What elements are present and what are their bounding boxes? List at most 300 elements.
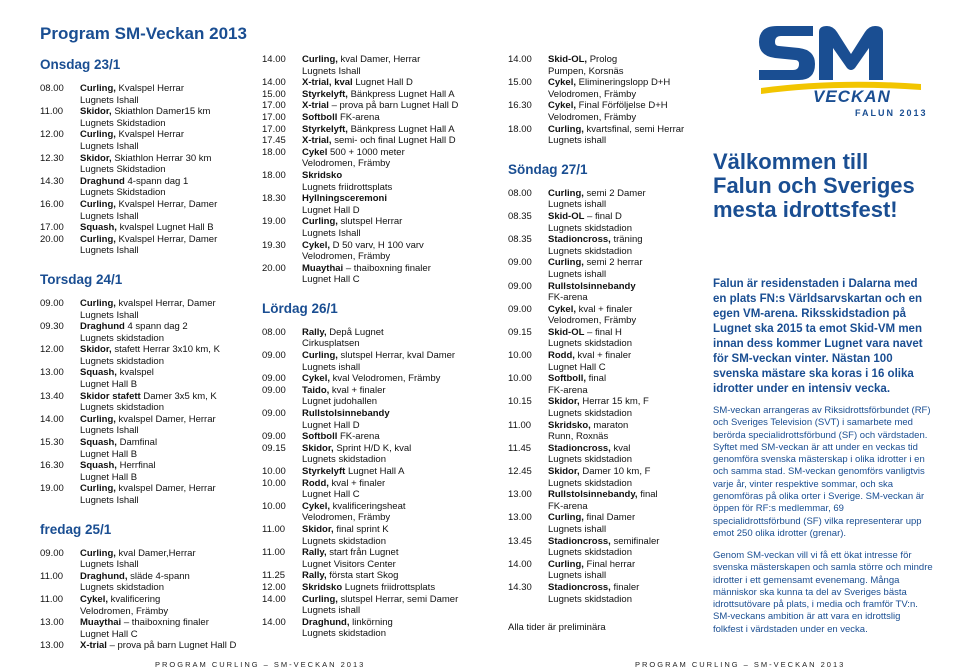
schedule-item (40, 460, 260, 483)
event-time: 10.00 (508, 373, 532, 385)
event-line (80, 153, 260, 165)
event-venue: Lugnet Hall C (302, 274, 360, 286)
event-line (302, 124, 502, 136)
event-time: 13.45 (508, 535, 532, 547)
event-details (80, 199, 260, 222)
schedule-item (508, 100, 703, 123)
event-description: träning (610, 234, 643, 246)
event-venue: Lugnets ishall (548, 199, 607, 211)
schedule-item (262, 431, 502, 443)
event-sport: Curling, (548, 512, 584, 524)
schedule-item (508, 304, 703, 327)
event-details (302, 570, 502, 582)
section-gap (40, 507, 260, 510)
event-description: – final D (584, 210, 622, 222)
event-line (548, 304, 703, 316)
event-venue: Lugnets ishall (548, 135, 607, 147)
event-time: 19.00 (40, 483, 64, 495)
event-sport: Skid-OL, (548, 54, 588, 65)
event-line (302, 582, 502, 594)
event-details (80, 483, 260, 506)
event-venue: Lugnets Ishall (80, 94, 139, 106)
schedule-item (262, 524, 502, 547)
event-sport: Squash, (80, 437, 117, 449)
event-sport: Muaythai (80, 617, 122, 629)
event-sport: Curling, (80, 483, 116, 495)
event-details (548, 188, 703, 211)
event-description: Kvalspel Herrar, Damer (115, 233, 218, 245)
event-time: 09.00 (262, 350, 286, 362)
event-details (302, 547, 502, 570)
event-time: 14.00 (508, 54, 532, 65)
event-sport: Skridsko, (548, 419, 591, 431)
event-details (80, 344, 260, 367)
event-details (80, 367, 260, 390)
event-description: maraton (590, 419, 629, 431)
event-sport: Skidor, (302, 523, 334, 535)
schedule-item (262, 385, 502, 408)
event-details (548, 536, 703, 559)
event-details (80, 176, 260, 199)
event-venue: Lugnets skidstadion (80, 582, 164, 594)
schedule-item (40, 548, 260, 571)
event-sport: Rodd, (548, 350, 575, 362)
event-details (302, 327, 502, 350)
event-sport: Curling, (80, 297, 116, 309)
schedule-item (508, 443, 703, 466)
event-line (80, 640, 260, 652)
event-line (548, 489, 703, 501)
event-time: 08.35 (508, 210, 532, 222)
event-description: kvalspel Damer, Herrar (115, 413, 216, 425)
schedule-item (508, 396, 703, 419)
schedule-item (262, 594, 502, 617)
event-sport: X-trial (80, 640, 107, 652)
event-description: Elimineringslopp D+H (576, 77, 671, 89)
event-sport: Curling, (80, 83, 116, 94)
event-sport: Cykel, (548, 303, 576, 315)
event-sport: Curling, (302, 593, 338, 605)
event-sport: X-trial, (302, 135, 332, 147)
event-sport: X-trial, kval (302, 77, 353, 89)
event-time: 09.00 (508, 257, 532, 269)
event-time: 14.00 (262, 77, 286, 89)
event-line (302, 350, 502, 362)
schedule-item (40, 298, 260, 321)
event-time: 11.45 (508, 442, 532, 454)
schedule-item (40, 234, 260, 257)
day-heading: Lördag 26/1 (262, 300, 338, 316)
schedule-item (262, 100, 502, 112)
event-line (548, 536, 703, 548)
event-time: 13.00 (40, 367, 64, 379)
section-gap (508, 147, 703, 150)
event-time: 14.00 (262, 616, 286, 628)
schedule-item (40, 483, 260, 506)
event-details (302, 147, 502, 170)
event-sport: Curling, (548, 558, 584, 570)
schedule-item (262, 147, 502, 170)
event-description: Damfinal (116, 437, 158, 449)
event-description: slutspel Herrar (337, 216, 403, 228)
event-description: – final H (584, 326, 622, 338)
event-line (302, 216, 502, 228)
event-line (80, 222, 260, 234)
event-line (80, 483, 260, 495)
event-details (80, 222, 260, 234)
event-description: semi 2 herrar (583, 257, 643, 269)
event-line (80, 460, 260, 472)
event-description: Bänkpress Lugnet Hall A (347, 88, 455, 100)
schedule-item (508, 54, 703, 77)
event-sport: Cykel, (302, 500, 330, 512)
event-description: Damer 10 km, F (579, 466, 651, 477)
event-time: 12.45 (508, 466, 532, 477)
event-sport: Stadioncross, (548, 442, 611, 454)
event-venue: Lugnets ishall (302, 605, 361, 617)
schedule-item (508, 350, 703, 373)
event-time: 13.00 (40, 640, 64, 652)
event-description: kvalspel Herrar, Damer (115, 297, 216, 309)
event-description: kvalspel Damer, Herrar (115, 483, 216, 495)
event-line (302, 478, 502, 490)
event-description: FK-arena (337, 431, 380, 443)
event-details (548, 281, 703, 304)
event-details (302, 350, 502, 373)
lead-paragraph: Falun är residenstaden i Dalarna med en plats FN:s Världsarvskartan och en egen VM-arena. Riksskidstadion på Lugnet ska 2015 ta emot Skid-VM men innan dess kommer Lugnet vara navet för SM-veckan vinter. Nästan 100 svenska mästare ska koras i 16 olika idrotter under en intensiv vecka. (713, 278, 923, 395)
event-time: 16.30 (508, 100, 532, 112)
event-line (80, 344, 260, 356)
event-description: kval Damer,Herrar (115, 547, 196, 559)
schedule-item (262, 77, 502, 89)
event-sport: Softboll (302, 111, 338, 123)
event-details (80, 129, 260, 152)
event-line (302, 77, 502, 89)
section-gap (40, 652, 260, 655)
event-sport: Muaythai (302, 262, 344, 274)
event-line (302, 112, 502, 124)
event-line (302, 170, 502, 182)
event-description: final Damer (583, 512, 636, 524)
welcome-heading: Välkommen till Falun och Sveriges mesta idrottsfest! (713, 149, 915, 222)
event-venue: Runn, Roxnäs (548, 431, 609, 443)
event-line (548, 257, 703, 269)
event-details (548, 373, 703, 396)
event-sport: Skidor, (548, 466, 580, 477)
schedule-item (262, 54, 502, 77)
event-description: kvartsfinal, semi Herrar (583, 123, 685, 135)
event-venue: Lugnet Hall D (302, 204, 360, 216)
schedule-item (262, 193, 502, 216)
event-sport: Squash, (80, 222, 117, 234)
event-time: 09.00 (508, 303, 532, 315)
event-sport: Draghund, (80, 570, 128, 582)
event-details (302, 54, 502, 77)
event-description: final (637, 489, 658, 501)
event-line (548, 396, 703, 408)
event-description: kval Damer, Herrar (337, 54, 421, 65)
event-sport: X-trial (302, 100, 329, 112)
event-time: 09.00 (262, 431, 286, 443)
schedule-item (508, 77, 703, 100)
event-line (302, 135, 502, 147)
event-sport: Cykel, (80, 593, 108, 605)
schedule-item (508, 420, 703, 443)
event-details (302, 594, 502, 617)
event-time: 10.00 (262, 477, 286, 489)
event-details (80, 437, 260, 460)
event-venue: Lugnet Hall C (302, 489, 360, 501)
event-venue: Lugnets Skidstadion (80, 164, 166, 176)
event-details (548, 100, 703, 123)
event-description: stafett Herrar 3x10 km, K (111, 344, 220, 356)
event-sport: Curling, (80, 547, 116, 559)
day-heading: Söndag 27/1 (508, 161, 588, 177)
event-line (548, 281, 703, 293)
event-time: 09.15 (262, 442, 286, 454)
event-details (302, 478, 502, 501)
event-details (302, 124, 502, 136)
event-venue: Lugnets skidstadion (548, 454, 632, 466)
day-heading: Torsdag 24/1 (40, 271, 123, 287)
event-line (302, 373, 502, 385)
event-details (80, 460, 260, 483)
event-sport: Styrkelyft, (302, 88, 348, 100)
event-sport: Curling, (80, 198, 116, 210)
event-venue: Lugnets ishall (302, 361, 361, 373)
event-time: 15.30 (40, 437, 64, 449)
event-venue: Lugnet Hall B (80, 471, 138, 483)
event-time: 18.30 (262, 193, 286, 205)
event-venue: Lugnets ishall (548, 523, 607, 535)
event-time: 11.00 (40, 570, 64, 582)
event-venue: Lugnets skidstadion (548, 593, 632, 605)
event-line (302, 193, 502, 205)
event-line (302, 54, 502, 66)
schedule-item (262, 124, 502, 136)
event-sport: Squash, (80, 367, 117, 379)
event-description: finaler (610, 581, 640, 593)
event-sport: Curling, (302, 54, 338, 65)
event-venue: Lugnet Hall C (80, 628, 138, 640)
event-line (548, 512, 703, 524)
event-description: kval + finaler (576, 303, 633, 315)
event-time: 14.00 (508, 558, 532, 570)
event-description: Depå Lugnet (326, 326, 384, 338)
logo-city: FALUN 2013 (855, 108, 928, 118)
event-time: 11.00 (40, 106, 64, 118)
schedule-item (508, 234, 703, 257)
schedule-item (40, 129, 260, 152)
event-description: kval Velodromen, Främby (330, 373, 441, 385)
event-description: kval (610, 442, 631, 454)
event-venue: Lugnets skidstadion (80, 402, 164, 414)
event-venue: Lugnet judohallen (302, 396, 378, 408)
day-heading: Onsdag 23/1 (40, 57, 121, 72)
event-venue: Lugnets skidstadion (548, 222, 632, 234)
schedule-column-2 (262, 54, 502, 643)
body-paragraph-1: SM-veckan arrangeras av Riksidrottsförbundet (RF) och Sveriges Television (SVT) i samarbete med berörda specialidrottsförbund (SF) och värdstaden. Syftet med SM-veckan är att under en veckas tid genomföra svenska mästerskap i olika idrotter i en och samma stad. SM-veckan genomförs vanligtvis varje år, vinter respektive sommar, och ska genomföras på olika orter i Sverige. SM-veckan är öppen för RF:s medlemmar, 69 specialidrottsförbund (SF) vilka representerar upp emot 250 olika idrotter (grenar). (713, 405, 931, 539)
event-line (302, 524, 502, 536)
event-time: 09.00 (40, 297, 64, 309)
event-details (302, 112, 502, 124)
event-time: 19.30 (262, 239, 286, 251)
event-venue: Velodromen, Främby (548, 315, 637, 327)
event-details (548, 327, 703, 350)
event-venue: Lugnets Ishall (80, 495, 139, 506)
schedule-item (262, 373, 502, 385)
event-time: 14.00 (40, 413, 64, 425)
event-description: – prova på barn Lugnet Hall D (106, 640, 237, 652)
event-line (80, 391, 260, 403)
day-heading: fredag 25/1 (40, 521, 112, 537)
schedule-item (40, 367, 260, 390)
event-line (80, 199, 260, 211)
event-line (302, 594, 502, 606)
event-details (302, 431, 502, 443)
event-description: 4 spann dag 2 (124, 321, 188, 333)
event-details (302, 408, 502, 431)
event-sport: Skidor, (302, 442, 334, 454)
event-line (80, 176, 260, 188)
event-time: 17.45 (262, 135, 286, 147)
event-venue: FK-arena (548, 292, 588, 304)
schedule-item (508, 281, 703, 304)
event-time: 10.00 (508, 350, 532, 362)
event-description: 500 + 1000 meter (327, 146, 405, 158)
schedule-item (262, 89, 502, 101)
event-line (548, 124, 703, 136)
event-details (80, 83, 260, 106)
schedule-item (262, 466, 502, 478)
event-line (302, 89, 502, 101)
event-description: slutspel Herrar, kval Damer (337, 350, 456, 362)
event-venue: Lugnets Ishall (80, 245, 139, 257)
event-details (548, 211, 703, 234)
event-venue: Lugnets skidstadion (548, 338, 632, 350)
event-details (548, 582, 703, 605)
event-venue: Lugnets Ishall (80, 140, 139, 152)
event-line (302, 240, 502, 252)
event-description: Bänkpress Lugnet Hall A (347, 123, 455, 135)
event-description: Herrar 15 km, F (579, 396, 649, 408)
body-paragraph-2: Genom SM-veckan vill vi få ett ökat intresse för svenska mästerskapen och samla större och mindre idrotter i ett gemensamt evenemang. Många människor ska kunna ta del av Sveriges bästa idrottsutövare på plats, i media och framför TV:n. SM-veckans ambition är att vara en idrottslig folkfest i värdstaden under en vecka. (713, 550, 933, 635)
event-line (548, 211, 703, 223)
event-details (302, 582, 502, 594)
event-description: Sprint H/D K, kval (333, 442, 412, 454)
schedule-item (40, 344, 260, 367)
schedule-item (508, 373, 703, 396)
event-details (80, 548, 260, 571)
section-gap (508, 605, 703, 608)
event-venue: Velodromen, Främby (548, 111, 637, 123)
schedule-item (262, 443, 502, 466)
event-venue: Lugnets skidstadion (548, 477, 632, 489)
event-time: 12.30 (40, 152, 64, 164)
event-time: 08.00 (508, 187, 532, 199)
schedule-item (262, 135, 502, 147)
event-line (548, 350, 703, 362)
event-description: Skiathlon Damer15 km (111, 106, 211, 118)
event-time: 08.35 (508, 234, 532, 246)
event-details (548, 466, 703, 489)
schedule-item (40, 199, 260, 222)
event-time: 18.00 (262, 169, 286, 181)
event-venue: Lugnets skidstadion (302, 454, 386, 466)
event-details (302, 524, 502, 547)
schedule-item (508, 489, 703, 512)
event-line (302, 570, 502, 582)
event-line (548, 327, 703, 339)
footer-left: PROGRAM CURLING – SM-VECKAN 2013 (155, 660, 366, 669)
event-sport: Skidor, (548, 396, 580, 408)
event-description: final sprint K (333, 523, 389, 535)
event-line (302, 263, 502, 275)
event-description: Damer 3x5 km, K (140, 390, 217, 402)
event-time: 11.00 (262, 547, 286, 559)
event-line (302, 147, 502, 159)
event-line (548, 373, 703, 385)
schedule-item (262, 547, 502, 570)
event-time: 08.00 (40, 83, 64, 94)
event-sport: Curling, (80, 233, 116, 245)
event-description: kvalificeringsheat (330, 500, 406, 512)
event-line (80, 129, 260, 141)
event-time: 08.00 (262, 326, 286, 338)
event-time: 17.00 (262, 100, 286, 112)
event-venue: Lugnets skidstadion (80, 332, 164, 344)
event-time: 17.00 (262, 111, 286, 123)
event-sport: Curling, (548, 257, 584, 269)
event-details (302, 443, 502, 466)
event-venue: Lugnets Ishall (80, 309, 139, 321)
event-description: semifinaler (610, 535, 660, 547)
event-details (80, 298, 260, 321)
event-description: start från Lugnet (326, 547, 399, 559)
event-line (302, 327, 502, 339)
event-time: 18.00 (508, 123, 532, 135)
event-details (80, 414, 260, 437)
event-line (80, 548, 260, 560)
event-venue: Lugnets ishall (548, 570, 607, 582)
event-sport: Curling, (548, 123, 584, 135)
event-sport: Draghund, (302, 616, 350, 628)
event-sport: Curling, (302, 216, 338, 228)
event-venue: Lugnets skidstadion (548, 245, 632, 257)
event-sport: Squash, (80, 460, 117, 472)
event-time: 15.00 (508, 77, 532, 89)
event-line (302, 466, 502, 478)
event-venue: Lugnets Ishall (302, 65, 361, 77)
schedule-item (508, 327, 703, 350)
section-gap (262, 286, 502, 289)
event-description: Prolog (587, 54, 618, 65)
event-time: 12.00 (262, 581, 286, 593)
event-line (80, 321, 260, 333)
event-description: Kvalspel Herrar, Damer (115, 198, 218, 210)
event-description: Skiathlon Herrar 30 km (111, 152, 212, 164)
logo-m-shape (819, 26, 883, 80)
event-sport: Stadioncross, (548, 581, 611, 593)
event-venue: Lugnets Ishall (80, 425, 139, 437)
preliminary-note: Alla tider är preliminära (508, 622, 606, 634)
event-venue: Lugnets skidstadion (80, 355, 164, 367)
event-line (548, 466, 703, 478)
event-line (80, 571, 260, 583)
event-description: final (586, 373, 607, 385)
event-sport: Skid-OL (548, 326, 585, 338)
event-details (548, 512, 703, 535)
